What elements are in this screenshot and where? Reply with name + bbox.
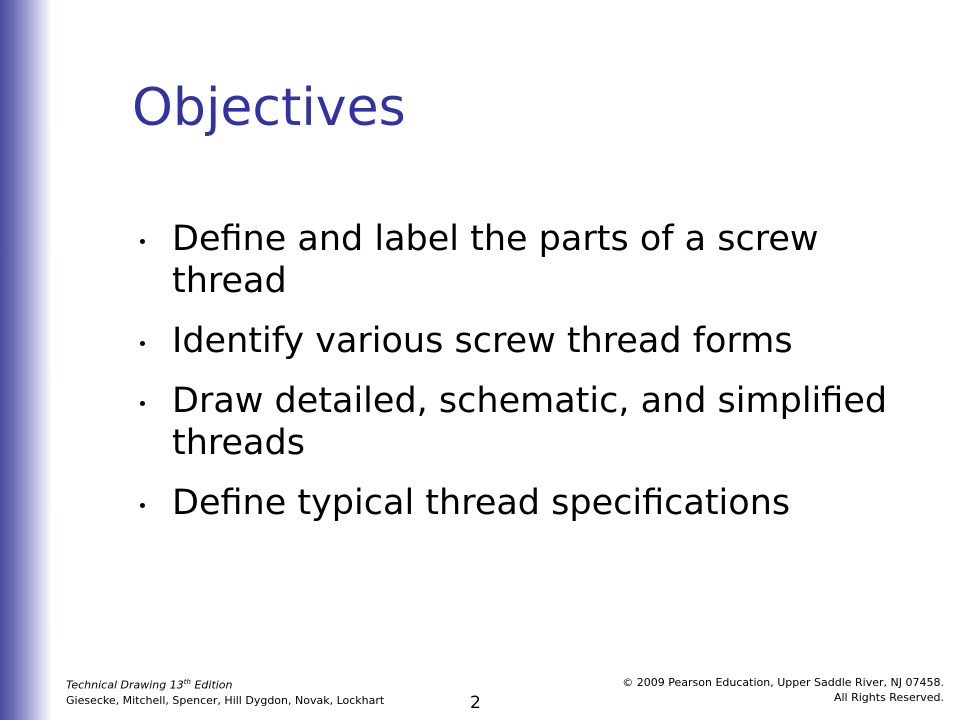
book-authors: Giesecke, Mitchell, Spencer, Hill Dygdon, Novak, Lockhart: [66, 693, 385, 707]
book-title: [66, 675, 384, 693]
bullet-item: [132, 218, 892, 302]
slide-title: Objectives: [132, 78, 406, 138]
bullet-list: [132, 218, 892, 542]
copyright-text: © 2009 Pearson Education, Upper Saddle River, NJ 07458.: [622, 676, 944, 689]
book-title-superscript: th: [183, 678, 191, 686]
side-gradient-bar: [0, 0, 52, 720]
bullet-text: Identify various screw thread forms: [172, 321, 793, 361]
footer-book-info: [66, 675, 384, 708]
bullet-item: [132, 482, 892, 524]
footer-copyright: [622, 675, 944, 705]
bullet-icon: [140, 503, 145, 508]
bullet-item: [132, 380, 892, 464]
page-number: 2: [470, 693, 481, 713]
bullet-icon: [140, 401, 145, 406]
book-title-suffix: Edition: [190, 678, 233, 692]
bullet-icon: [140, 239, 145, 244]
bullet-icon: [140, 341, 145, 346]
bullet-text: Draw detailed, schematic, and simplified threads: [172, 381, 888, 463]
bullet-text: Define typical thread specifications: [172, 483, 791, 523]
bullet-item: [132, 320, 892, 362]
bullet-text: Define and label the parts of a screw thread: [172, 219, 819, 301]
book-title-prefix: Technical Drawing 13: [66, 678, 184, 692]
rights-text: All Rights Reserved.: [833, 691, 944, 704]
